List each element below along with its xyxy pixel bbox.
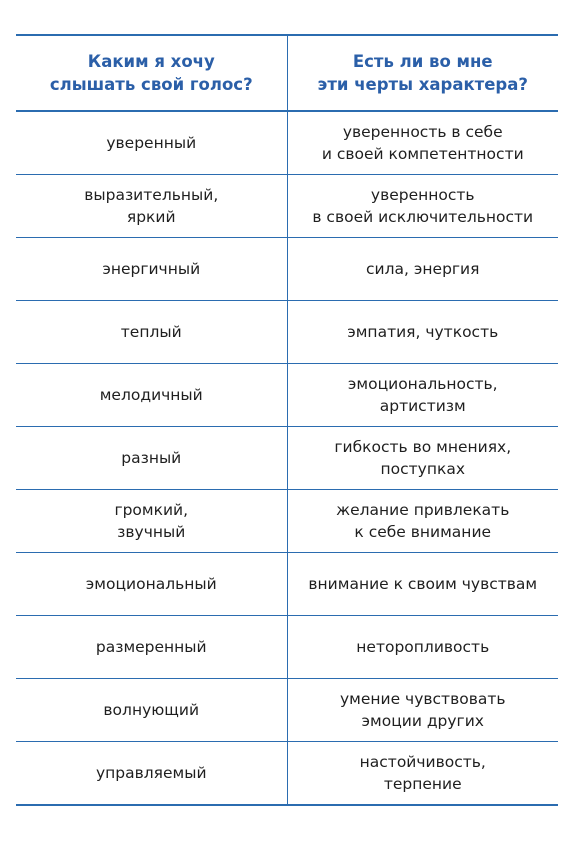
voice-cell — [16, 364, 287, 427]
trait-cell — [287, 111, 558, 175]
trait-text: уверенность в себе и своей компетентности — [321, 123, 524, 163]
table-row — [16, 490, 558, 553]
voice-text: мелодичный — [99, 386, 203, 404]
trait-cell — [287, 301, 558, 364]
voice-text: громкий, звучный — [114, 501, 189, 541]
voice-cell — [16, 679, 287, 742]
table-row — [16, 364, 558, 427]
voice-text: волнующий — [103, 701, 200, 719]
voice-cell — [16, 616, 287, 679]
table-row — [16, 553, 558, 616]
trait-text: желание привлекать к себе внимание — [336, 501, 510, 541]
trait-text: эмоциональность, артистизм — [347, 375, 498, 415]
table-row — [16, 175, 558, 238]
trait-cell — [287, 553, 558, 616]
voice-cell — [16, 742, 287, 806]
header-voice — [16, 35, 287, 111]
voice-text: уверенный — [106, 134, 197, 152]
trait-text: умение чувствовать эмоции других — [339, 690, 506, 730]
table-row — [16, 238, 558, 301]
trait-text: настойчивость, терпение — [359, 753, 486, 793]
voice-text: энергичный — [102, 260, 201, 278]
voice-cell — [16, 301, 287, 364]
table-row — [16, 427, 558, 490]
voice-text: выразительный, яркий — [84, 186, 219, 226]
table-header-row — [16, 35, 558, 111]
trait-text: эмпатия, чуткость — [347, 323, 499, 341]
voice-text: разный — [121, 449, 182, 467]
voice-traits-table — [16, 34, 558, 806]
trait-cell — [287, 490, 558, 553]
header-voice-text: Каким я хочу слышать свой голос? — [49, 52, 253, 94]
voice-text: теплый — [120, 323, 182, 341]
trait-text: сила, энергия — [366, 260, 480, 278]
voice-cell — [16, 427, 287, 490]
header-traits-text: Есть ли во мне эти черты характера? — [317, 52, 528, 94]
trait-text: внимание к своим чувствам — [308, 575, 538, 593]
trait-text: гибкость во мнениях, поступках — [334, 438, 512, 478]
trait-text: уверенность в своей исключительности — [312, 186, 534, 226]
table-row — [16, 301, 558, 364]
voice-text: управляемый — [95, 764, 207, 782]
voice-text: размеренный — [95, 638, 207, 656]
voice-traits-table-container — [16, 34, 558, 806]
trait-cell — [287, 364, 558, 427]
header-traits — [287, 35, 558, 111]
voice-cell — [16, 238, 287, 301]
voice-cell — [16, 490, 287, 553]
trait-text: неторопливость — [356, 638, 490, 656]
trait-cell — [287, 175, 558, 238]
trait-cell — [287, 238, 558, 301]
voice-cell — [16, 175, 287, 238]
table-row — [16, 111, 558, 175]
trait-cell — [287, 427, 558, 490]
table-row — [16, 616, 558, 679]
voice-cell — [16, 553, 287, 616]
trait-cell — [287, 616, 558, 679]
voice-cell — [16, 111, 287, 175]
voice-text: эмоциональный — [85, 575, 217, 593]
table-row — [16, 742, 558, 806]
trait-cell — [287, 679, 558, 742]
trait-cell — [287, 742, 558, 806]
table-row — [16, 679, 558, 742]
